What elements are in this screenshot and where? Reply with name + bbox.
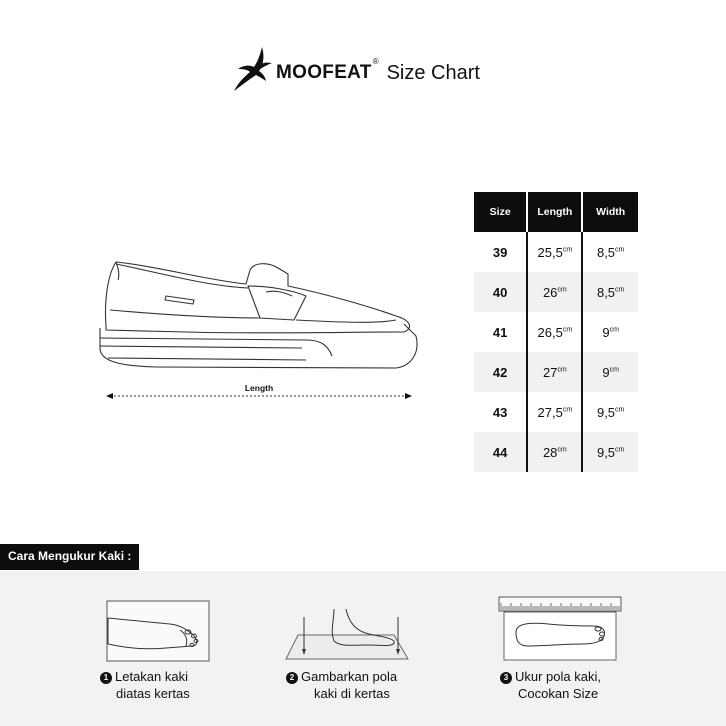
brand-header [232,44,480,94]
cell-size: 39 [474,232,527,272]
cell-length: $25,5^{cm}$ [527,232,582,272]
table-header-row [474,192,638,232]
step-1 [56,571,256,726]
cell-width: $9^{cm}$ [582,352,638,392]
cell-width: $9^{cm}$ [602,324,619,340]
cell-width: $8,5^{cm}$ [596,244,625,260]
shoe-illustration [96,240,426,410]
swallow-logo-icon [232,45,274,93]
step-1-text: 1 Letakan kaki diatas kertas [100,668,300,702]
cell-width: $9,5^{cm}$ [582,432,638,472]
cell-length: $27,5^{cm}$ [527,392,582,432]
step-number: 3 [500,672,512,684]
cell-length: $28^{cm}$ [527,432,582,472]
step-number: 2 [286,672,298,684]
length-label: Length [244,383,274,393]
cell-length: $26^{cm}$ [527,272,582,312]
cell-size: 40 [474,272,527,312]
table-row [474,312,638,352]
step-2 [244,571,444,726]
table-row [474,232,638,272]
foot-on-paper-icon [106,600,210,662]
step-2-text: 2 Gambarkan pola kaki di kertas [286,668,486,702]
cell-length: $26,5^{cm}$ [527,312,582,352]
table-row [474,392,638,432]
table-row [474,352,638,392]
header-size: Size [474,192,527,232]
cell-size: 43 [474,392,527,432]
howto-steps [0,571,726,726]
cell-size: 42 [474,352,527,392]
registered-mark: ® [372,56,379,66]
header-width: Width [582,192,638,232]
page-title: Size Chart [386,61,480,84]
howto-label: Cara Mengukur Kaki : [0,544,139,570]
ruler-measure-icon [498,596,624,662]
step-3-text: 3 Ukur pola kaki, Cocokan Size [500,668,700,702]
step-3 [452,571,652,726]
step-number: 1 [100,672,112,684]
size-table [474,192,638,472]
table-row [474,272,638,312]
cell-size: 44 [474,432,527,472]
header-length: Length [527,192,582,232]
table-row [474,432,638,472]
foot-tracing-icon [284,605,414,667]
cell-width: $9,5^{cm}$ [596,404,625,420]
cell-width: $8,5^{cm}$ [582,272,638,312]
cell-length: $27^{cm}$ [527,352,582,392]
brand-logo-text: MOOFEAT [276,62,372,83]
cell-size: 41 [474,312,527,352]
